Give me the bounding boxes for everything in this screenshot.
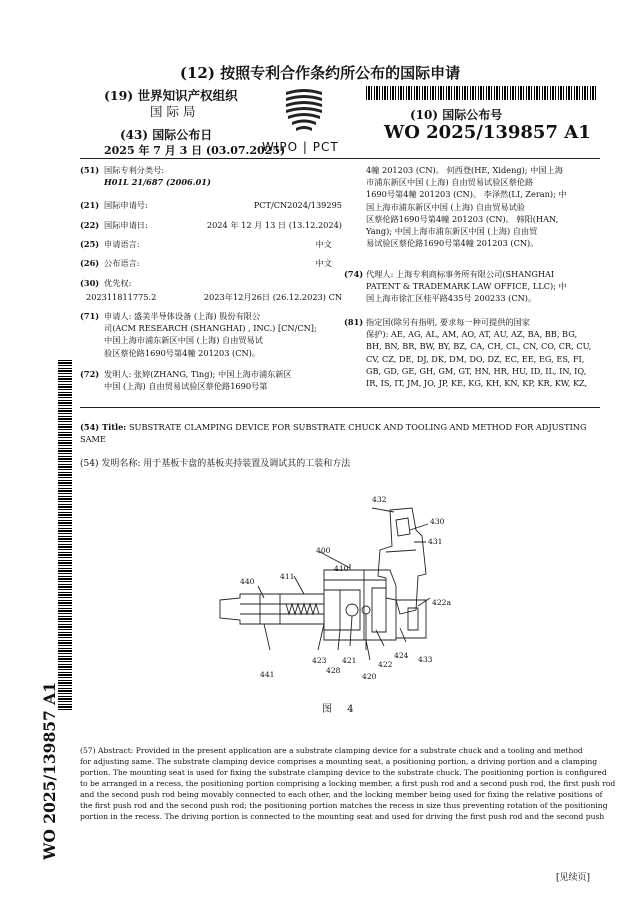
ref-label-421: 421: [342, 656, 357, 665]
publication-number: WO 2025/139857 A1: [384, 122, 591, 143]
ref-label-440: 440: [240, 577, 255, 586]
document-title: (12) 按照专利合作条约所公布的国际申请: [179, 64, 461, 82]
title-english: (54) Title: SUBSTRATE CLAMPING DEVICE FOR SUBSTRATE CHUCK AND TOOLING AND METHOD FOR ADJUSTING: [80, 422, 587, 432]
continued-note: [见续页]: [556, 873, 591, 883]
publication-date-label: (43) 国际公布日: [120, 128, 213, 142]
ref-label-428: 428: [326, 666, 341, 675]
ref-label-410: 410: [334, 564, 349, 573]
ref-label-432: 432: [372, 495, 387, 504]
ref-label-422a: 422a: [432, 598, 452, 607]
ref-label-423: 423: [312, 656, 327, 665]
barcode-side: [58, 360, 72, 710]
ref-label-411: 411: [280, 572, 295, 581]
figure-caption: 图 4: [322, 704, 360, 715]
ref-label-422: 422: [378, 660, 393, 669]
barcode-top: [366, 86, 598, 100]
fields-rule: [80, 407, 600, 408]
ref-label-430: 430: [430, 517, 445, 526]
organization-name: (19) 世界知识产权组织: [104, 88, 238, 103]
header-rule: [80, 158, 600, 159]
bureau-name: 国 际 局: [150, 104, 196, 119]
ref-label-431: 431: [428, 537, 443, 546]
publication-date: 2025 年 7 月 3 日 (03.07.2025): [104, 144, 286, 157]
wipo-logo-icon: [276, 84, 332, 136]
abstract: (57) Abstract: Provided in the present application are a substrate clamping device for a substrate chuck and a tooling and method for adjusting same. The substrate clamping device comprises a mounting seat, a positioning portion, a driving portion and a clamping portion. The mounting seat is used for fixing the substrate clamping device to the substrate chuck. The positioning portion is configured to be arranged in a recess, the positioning portion comprising a locking member, a first push rod and a second push rod, the first push rod and the second push rod being movably connected to each other, and the locking member being used for fixing the relative positions of the first push rod and the second push rod; the positioning portion matches the recess in size thus preventing rotation of the positioning portion in the recess. The driving portion is connected to the mounting seat and used for driving the first push rod and the second push: [80, 746, 616, 821]
wipo-pct-logo-text: WIPO | PCT: [262, 140, 339, 154]
ref-label-420: 420: [362, 672, 377, 681]
title-chinese: (54) 发明名称: 用于基板卡盘的基板夹持装置及调试其的工装和方法: [80, 459, 351, 469]
ref-label-441: 441: [260, 670, 275, 679]
ref-label-424: 424: [394, 651, 409, 660]
title-english-continued: SAME: [80, 434, 106, 444]
publication-number-label: (10) 国际公布号: [410, 108, 503, 122]
ref-label-433: 433: [418, 655, 433, 664]
vertical-publication-number: WO 2025/139857 A1: [40, 681, 59, 860]
ref-label-400: 400: [316, 546, 331, 555]
